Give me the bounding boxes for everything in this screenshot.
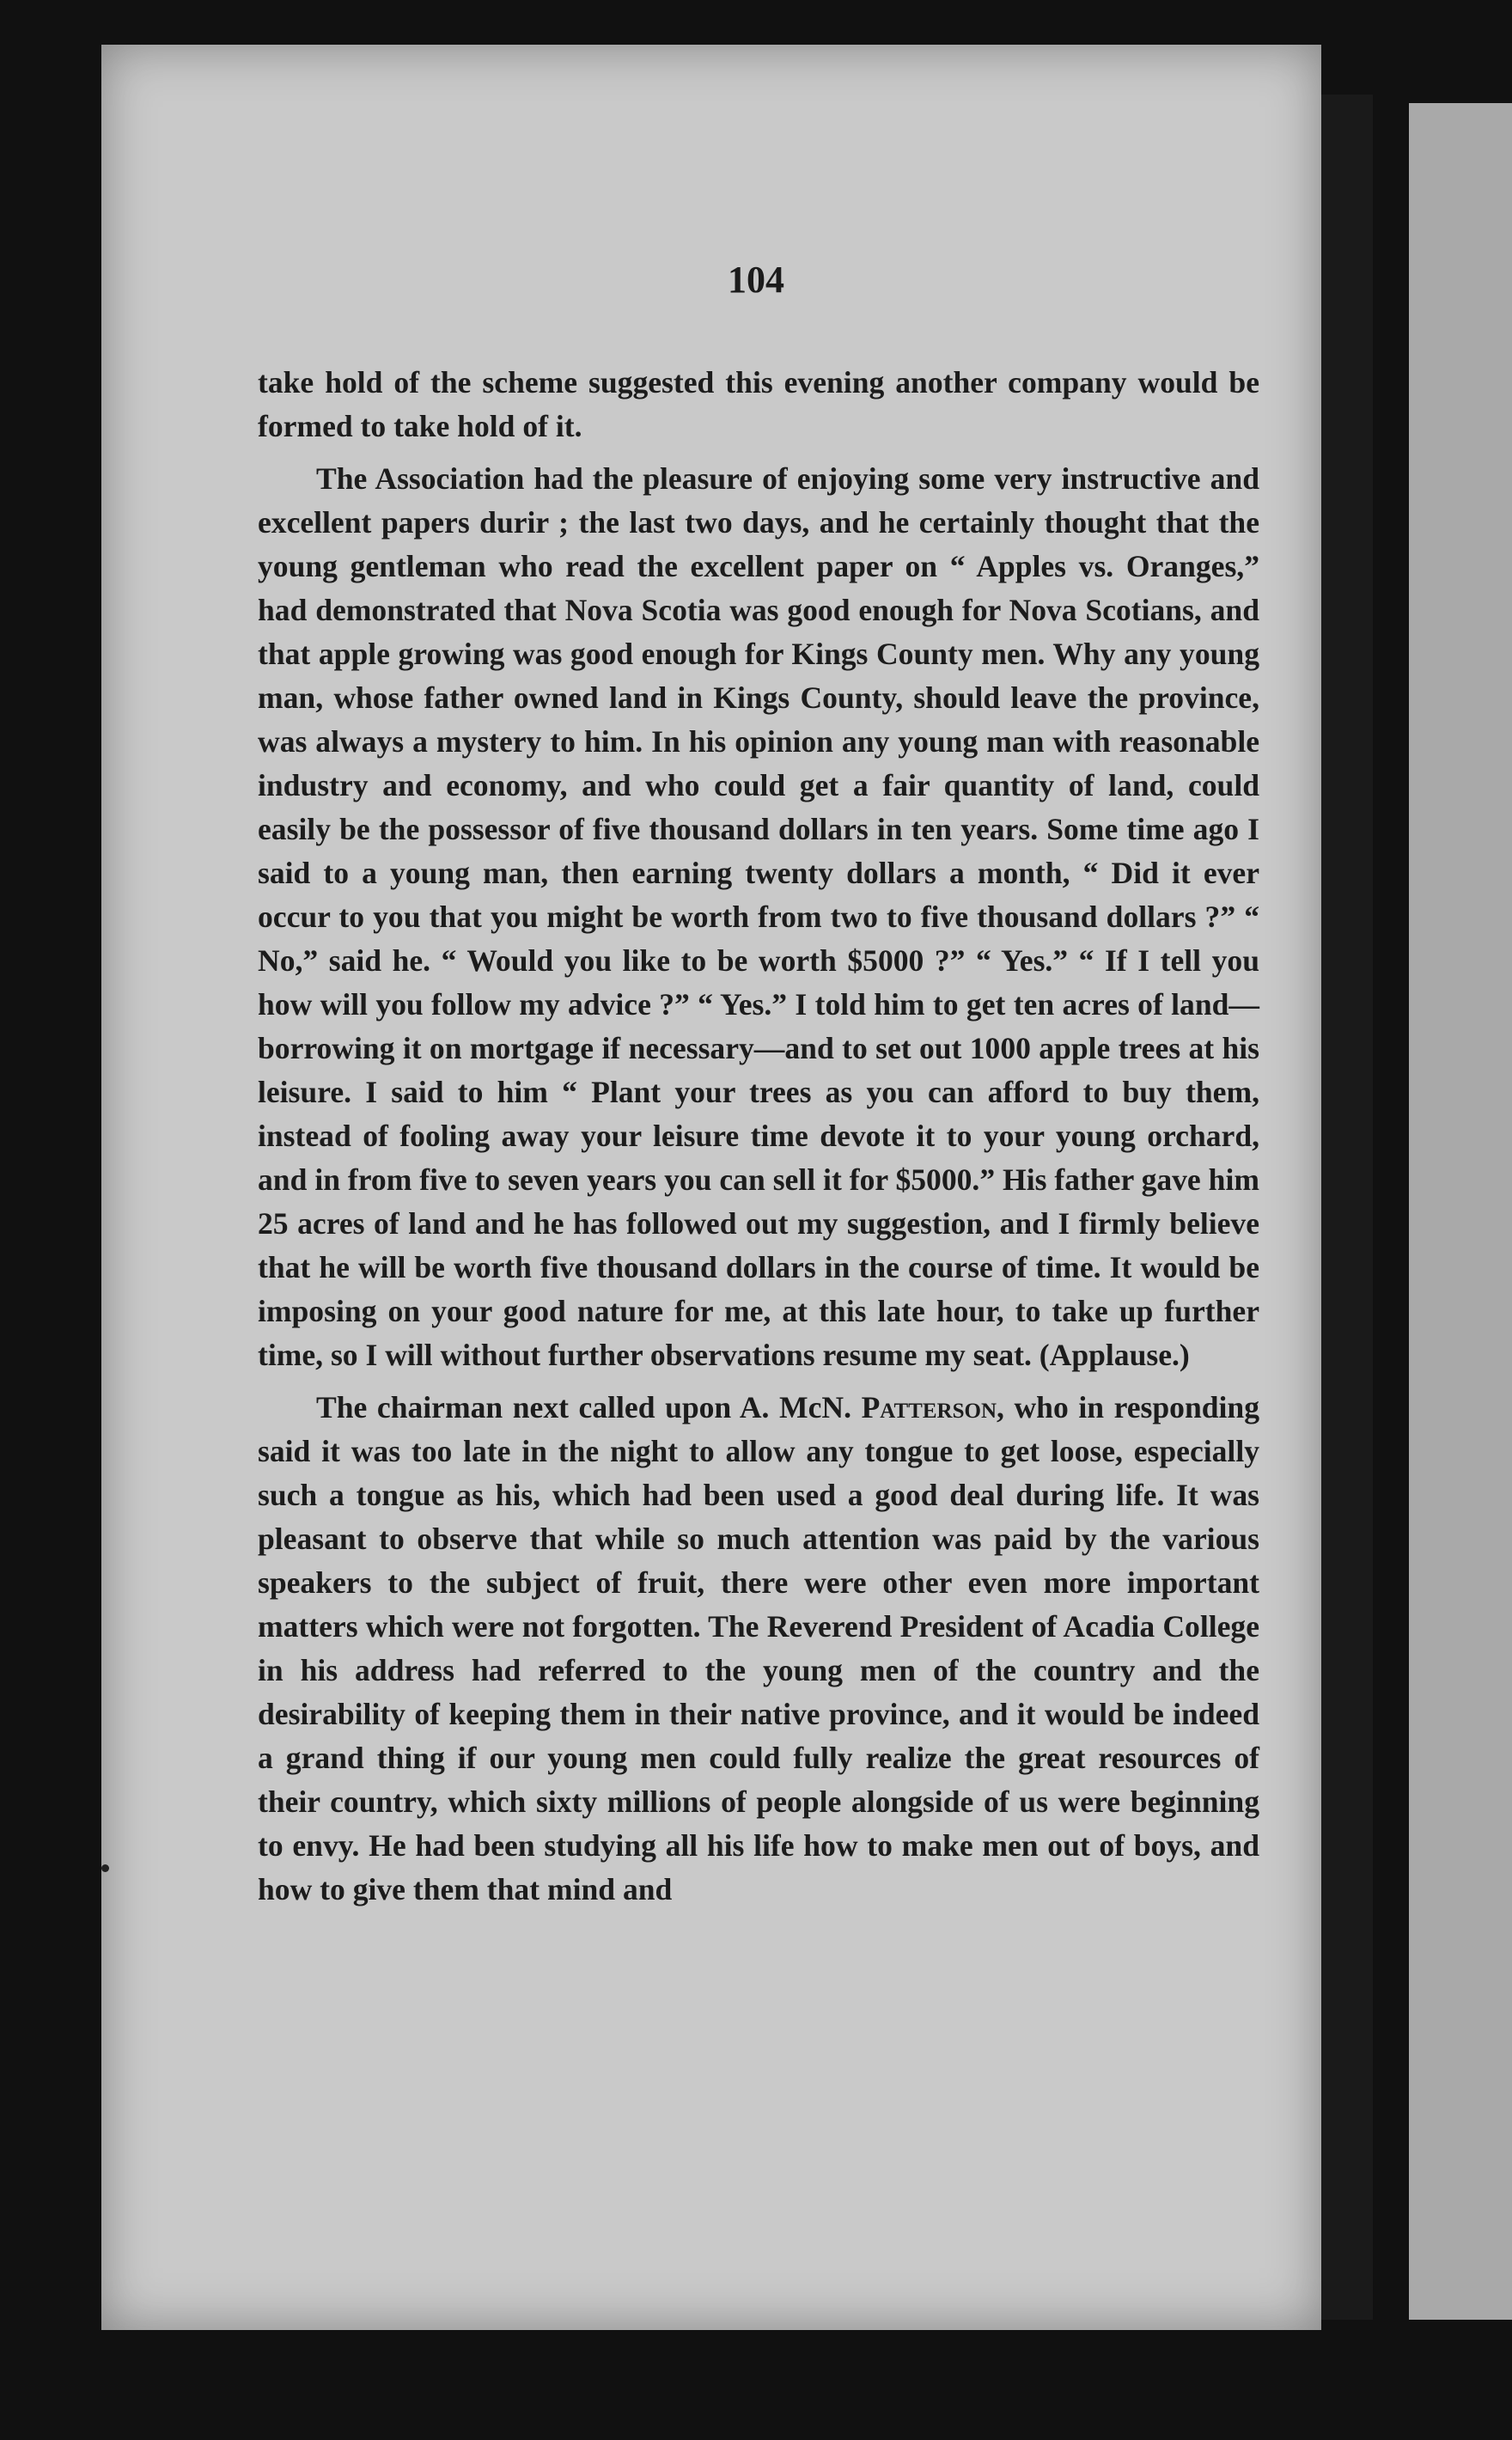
next-page-edge bbox=[1409, 103, 1512, 2320]
page-number: 104 bbox=[728, 259, 784, 301]
paragraph-patterson bbox=[258, 1386, 1259, 1912]
paragraph-association: The Association had the pleasure of enjoying some very instructive and excellent papers durir ; the last two days, and he certainly thought that the young gentleman who read the excellent paper on “ Apples vs. Oranges,” had demonstrated that Nova Scotia was good enough for Nova Scotians, and that apple growing was good enough for Kings County men. Why any young man, whose father owned land in Kings County, should leave the province, was always a mystery to him. In his opinion any young man with reasonable industry and economy, and who could get a fair quantity of land, could easily be the possessor of five thousand dollars in ten years. Some time ago I said to a young man, then earning twenty dollars a month, “ Did it ever occur to you that you might be worth from two to five thousand dollars ?” “ No,” said he. “ Would you like to be worth $5000 ?” “ Yes.” “ If I tell you how will you follow my advice ?” “ Yes.” I told him to get ten acres of land—borrowing it on mortgage if necessary—and to set out 1000 apple trees at his leisure. I said to him “ Plant your trees as you can afford to buy them, instead of fooling away your leisure time devote it to your young orchard, and in from five to seven years you can sell it for $5000.” His father gave him 25 acres of land and he has followed out my suggestion, and I firmly believe that he will be worth five thousand dollars in the course of time. It would be imposing on your good nature for me, at this late hour, to take up further time, so I will without further observations resume my seat. (Applause.) bbox=[258, 461, 1259, 1372]
paragraph-continuation: take hold of the scheme suggested this evening another company would be formed to take hold of it. bbox=[258, 365, 1259, 443]
speaker-name: Patterson bbox=[861, 1390, 997, 1424]
body-text bbox=[258, 361, 1259, 1912]
scan-speck bbox=[101, 1864, 109, 1872]
paragraph-patterson-body: , who in responding said it was too late in the night to allow any tongue to get loose, especially such a tongue as his, which had been used a good deal during life. It was pleasant to observe that while so much attention was paid by the various speakers to the subject of fruit, there were other even more important matters which were not forgotten. The Reverend President of Acadia College in his address had referred to the young men of the country and the desirability of keeping them in their native province, and it would be indeed a grand thing if our young men could fully realize the great resources of their country, which sixty millions of people alongside of us were beginning to envy. He had been studying all his life how to make men out of boys, and how to give them that mind and bbox=[258, 1390, 1260, 1906]
page-gutter-shadow bbox=[1321, 95, 1373, 2320]
paragraph-patterson-intro: The chairman next called upon A. McN. bbox=[316, 1390, 862, 1424]
